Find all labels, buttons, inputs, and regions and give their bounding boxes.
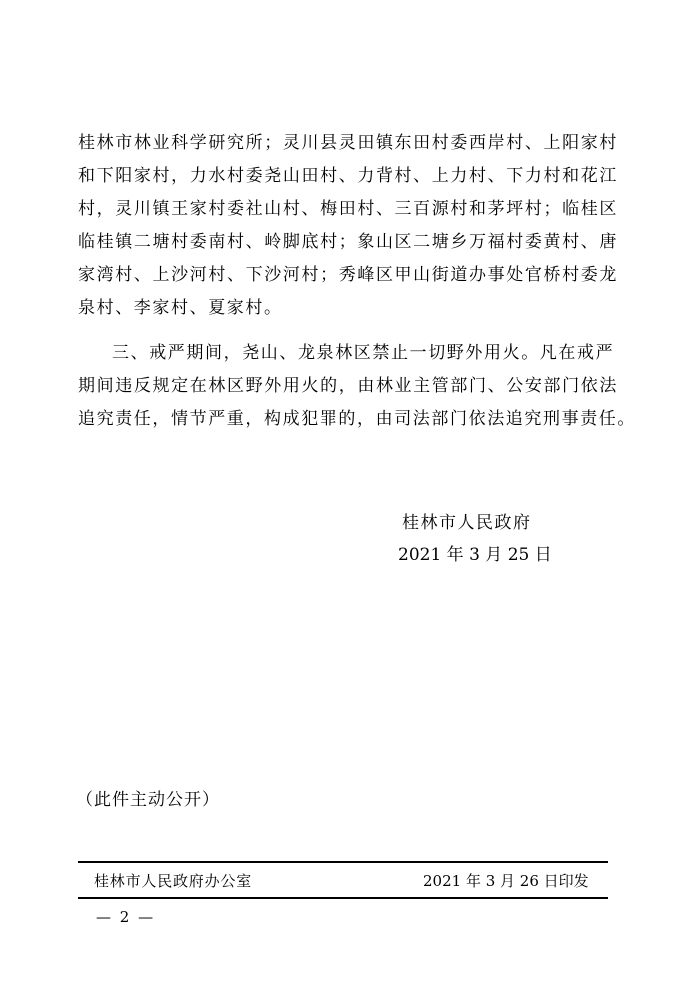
paragraph-line: 期间违反规定在林区野外用火的，由林业主管部门、公安部门依法 <box>78 376 618 396</box>
paragraph-line: 临桂镇二塘村委南村、岭脚底村；象山区二塘乡万福村委黄村、唐 <box>78 232 618 252</box>
paragraph-line: 和下阳家村，力水村委尧山田村、力背村、上力村、下力村和花江 <box>78 166 618 186</box>
paragraph-line: 追究责任，情节严重，构成犯罪的，由司法部门依法追究刑事责任。 <box>78 409 636 429</box>
footer-bottom-rule <box>78 897 608 899</box>
paragraph-line: 村，灵川镇王家村委社山村、梅田村、三百源村和茅坪村；临桂区 <box>78 199 618 219</box>
signature-organization: 桂林市人民政府 <box>402 513 532 533</box>
paragraph-line: 家湾村、上沙河村、下沙河村；秀峰区甲山街道办事处官桥村委龙 <box>78 265 618 285</box>
paragraph-line: 三、戒严期间，尧山、龙泉林区禁止一切野外用火。凡在戒严 <box>112 343 615 363</box>
disclosure-note: （此件主动公开） <box>76 790 220 810</box>
signature-date: 2021 年 3 月 25 日 <box>398 545 552 565</box>
footer-print-date: 2021 年 3 月 26 日印发 <box>423 872 589 890</box>
paragraph-line: 泉村、李家村、夏家村。 <box>78 298 283 318</box>
body-paragraph-1 <box>78 127 618 325</box>
body-paragraph-2 <box>78 337 636 436</box>
footer-issuer: 桂林市人民政府办公室 <box>94 872 253 890</box>
page-number: — 2 — <box>96 908 156 926</box>
footer-top-rule <box>78 861 608 863</box>
paragraph-line: 桂林市林业科学研究所；灵川县灵田镇东田村委西岸村、上阳家村 <box>78 133 618 153</box>
